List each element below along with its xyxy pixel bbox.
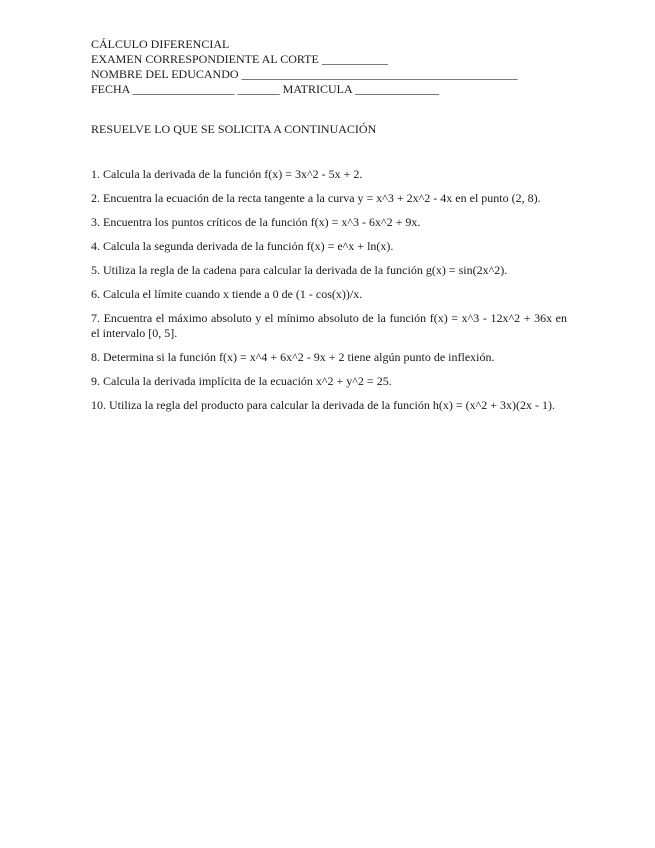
question-1: 1. Calcula la derivada de la función f(x) = 3x^2 - 5x + 2.	[91, 167, 363, 181]
exam-page	[91, 37, 567, 422]
question-4: 4. Calcula la segunda derivada de la función f(x) = e^x + ln(x).	[91, 239, 394, 253]
question-10: 10. Utiliza la regla del producto para calcular la derivada de la función h(x) = (x^2 + 3x)(2x - 1).	[91, 398, 555, 412]
question-6: 6. Calcula el límite cuando x tiende a 0 de (1 - cos(x))/x.	[91, 287, 363, 301]
question-list	[91, 167, 567, 413]
exam-header	[91, 37, 567, 97]
question-7: 7. Encuentra el máximo absoluto y el mínimo absoluto de la función f(x) = x^3 - 12x^2 + 36x en el intervalo [0, 5].	[91, 311, 567, 340]
question-9: 9. Calcula la derivada implícita de la ecuación x^2 + y^2 = 25.	[91, 374, 392, 388]
instructions: RESUELVE LO QUE SE SOLICITA A CONTINUACIÓN	[91, 122, 377, 136]
question-3: 3. Encuentra los puntos críticos de la función f(x) = x^3 - 6x^2 + 9x.	[91, 215, 421, 229]
question-5: 5. Utiliza la regla de la cadena para calcular la derivada de la función g(x) = sin(2x^2).	[91, 263, 508, 277]
question-8: 8. Determina si la función f(x) = x^4 + 6x^2 - 9x + 2 tiene algún punto de inflexión.	[91, 350, 495, 364]
date-matricula-line: FECHA _________________ _______ MATRICULA ______________	[91, 82, 440, 96]
exam-cut-line: EXAMEN CORRESPONDIENTE AL CORTE ___________	[91, 52, 388, 66]
student-name-line: NOMBRE DEL EDUCANDO ______________________________________________	[91, 67, 518, 81]
question-2: 2. Encuentra la ecuación de la recta tangente a la curva y = x^3 + 2x^2 - 4x en el punto (2, 8).	[91, 191, 541, 205]
course-title: CÁLCULO DIFERENCIAL	[91, 37, 230, 51]
